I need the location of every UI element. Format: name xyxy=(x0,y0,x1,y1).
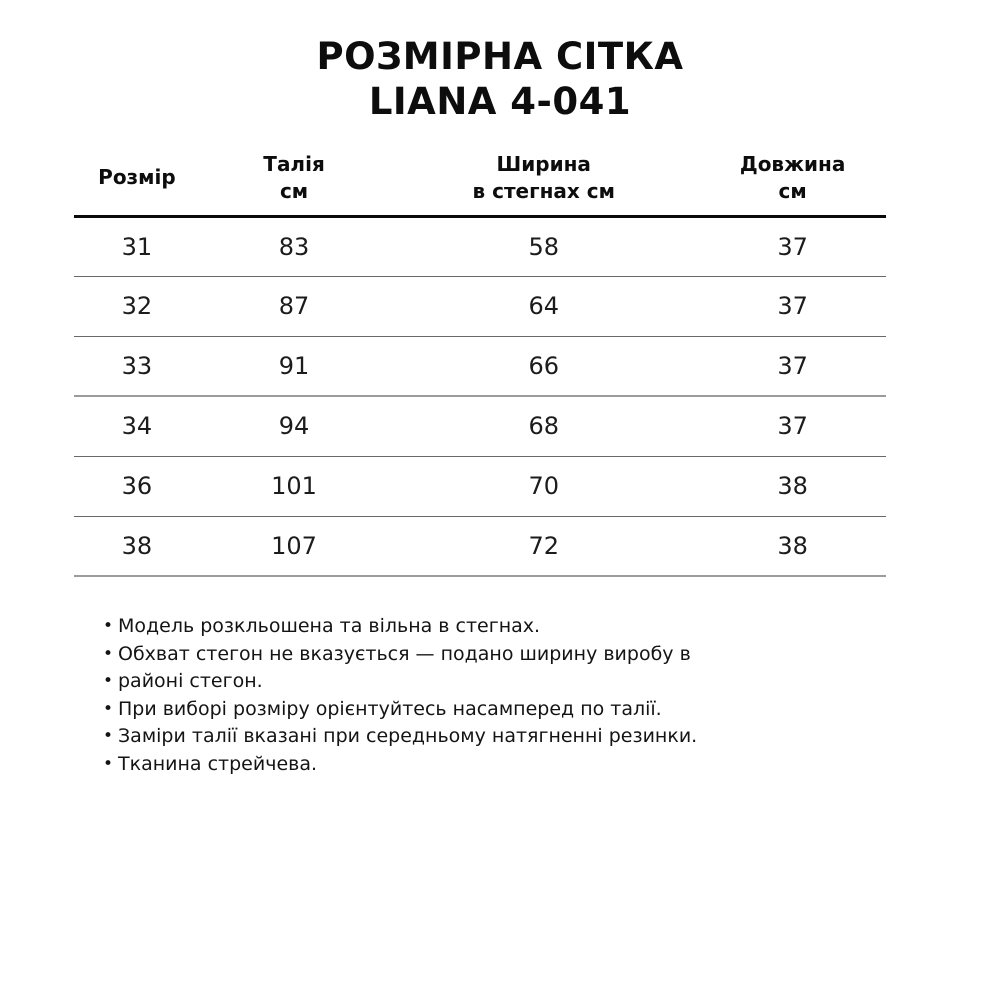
table-cell-size: 33 xyxy=(121,351,153,380)
note-item: • Тканина стрейчева. xyxy=(103,751,903,779)
note-item: • районі стегон. xyxy=(103,668,903,696)
notes-list xyxy=(103,613,903,779)
table-cell-waist: 101 xyxy=(271,472,317,500)
note-item: • При виборі розміру орієнтуйтесь насамперед по талії. xyxy=(103,696,903,724)
table-cell-length: 37 xyxy=(777,412,808,441)
table-cell-size: 38 xyxy=(121,531,153,560)
column-subtitle: см xyxy=(778,178,807,203)
column-title: Талія xyxy=(263,151,325,176)
note-item: • Обхват стегон не вказується — подано ширину виробу в xyxy=(103,641,903,669)
column-subtitle: в стегнах см xyxy=(472,178,615,203)
note-item: • Заміри талії вказані при середньому натягненні резинки. xyxy=(103,723,903,751)
table-cell-size: 32 xyxy=(121,292,153,320)
table-cell-length: 37 xyxy=(777,232,808,261)
column-title: Довжина xyxy=(739,151,846,176)
table-cell-waist: 107 xyxy=(271,531,317,560)
table-row xyxy=(74,216,886,276)
table-row xyxy=(74,396,886,456)
table-row xyxy=(74,516,886,576)
table-cell-waist: 94 xyxy=(278,412,310,441)
table-cell-hip-width: 64 xyxy=(528,292,559,320)
table-row xyxy=(74,276,886,336)
column-header-size xyxy=(74,150,200,216)
title-product-code: LIANA 4-041 xyxy=(368,80,632,123)
table-cell-length: 37 xyxy=(777,292,808,320)
table-cell-waist: 87 xyxy=(278,292,310,320)
table-cell-size: 34 xyxy=(121,412,153,441)
table-cell-waist: 83 xyxy=(278,232,310,261)
table-cell-length: 37 xyxy=(777,351,808,380)
table-cell-size: 31 xyxy=(121,232,153,261)
column-header-length xyxy=(699,150,886,216)
table-cell-hip-width: 70 xyxy=(528,472,559,500)
column-header-waist xyxy=(200,150,388,216)
table-cell-length: 38 xyxy=(777,472,808,500)
column-title: Ширина xyxy=(496,151,591,176)
title-size-grid: РОЗМІРНА СІТКА xyxy=(316,35,684,78)
table-cell-hip-width: 58 xyxy=(528,232,559,261)
table-row xyxy=(74,336,886,396)
column-title: Розмір xyxy=(98,165,176,190)
table-cell-hip-width: 72 xyxy=(528,531,559,560)
table-cell-length: 38 xyxy=(777,531,808,560)
note-item: • Модель розкльошена та вільна в стегнах. xyxy=(103,613,903,641)
column-subtitle: см xyxy=(279,178,309,203)
table-row xyxy=(74,456,886,516)
table-cell-size: 36 xyxy=(121,472,153,500)
table-cell-waist: 91 xyxy=(278,351,310,380)
size-table xyxy=(74,150,886,577)
table-cell-hip-width: 66 xyxy=(528,351,559,380)
page-title xyxy=(0,0,1000,124)
column-header-hip-width xyxy=(388,150,699,216)
header-row xyxy=(74,150,886,216)
table-cell-hip-width: 68 xyxy=(528,412,559,441)
